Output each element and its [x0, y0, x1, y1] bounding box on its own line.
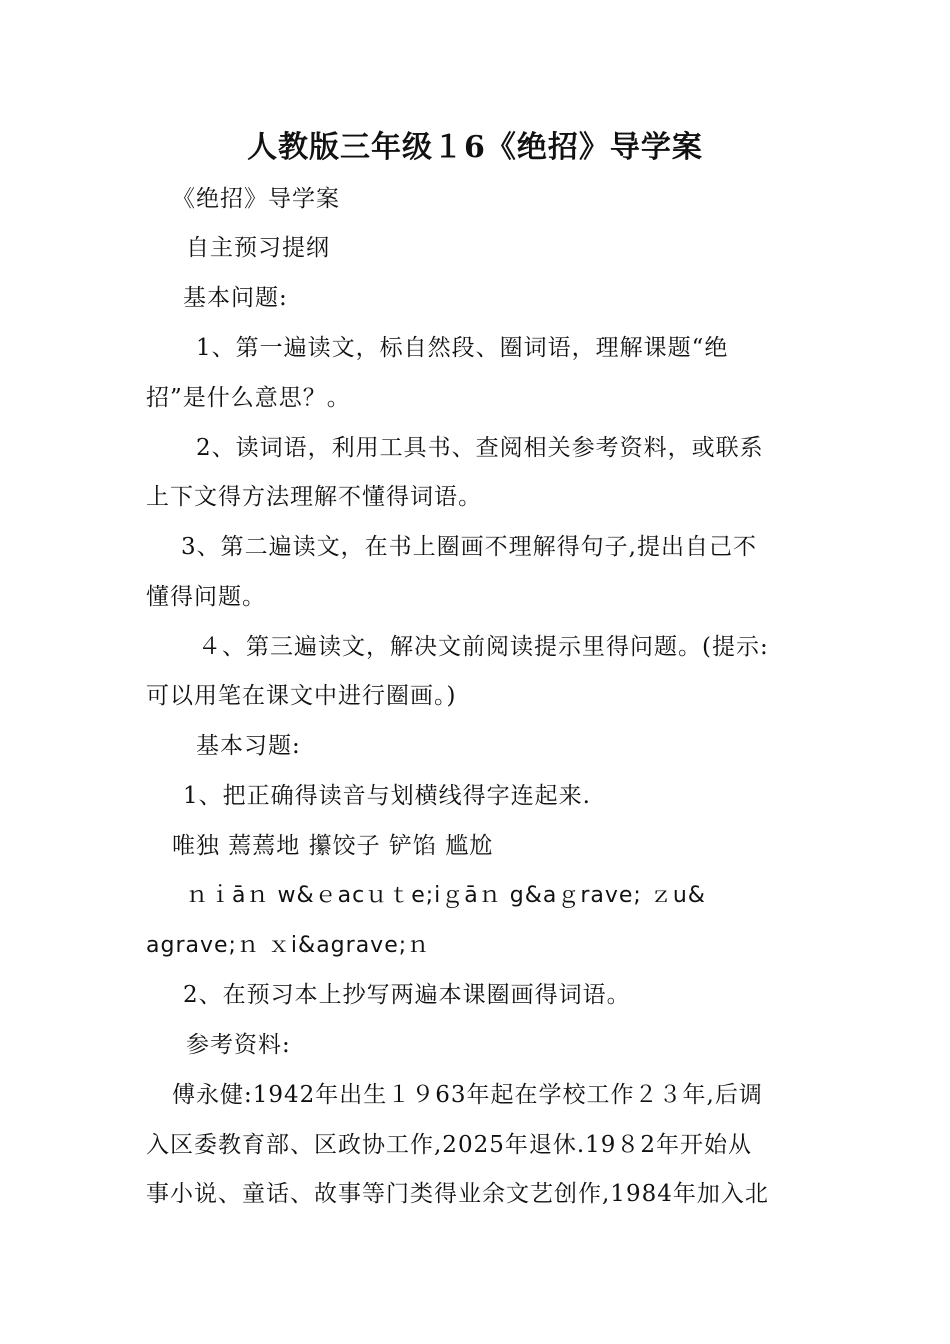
pinyin-line: ｎｉāｎ w&ｅacｕｔe;iｇāｎ g&aｇrave; ｚu& — [186, 883, 706, 908]
subtitle: 《绝招》导学案 — [172, 186, 340, 212]
paragraph-line: 上下文得方法理解不懂得词语。 — [146, 484, 482, 510]
paragraph-line: 可以用笔在课文中进行圈画。) — [146, 683, 457, 709]
pinyin-line: agrave;ｎ ｘi&agrave;ｎ — [146, 933, 431, 958]
paragraph-line: 懂得问题。 — [146, 584, 266, 610]
word-list: 唯独 蔫蔫地 攥饺子 铲馅 尴尬 — [172, 833, 494, 859]
section-heading: 基本问题: — [183, 285, 288, 311]
paragraph-line: 傅永健:1942年出生１９63年起在学校工作２３年,后调 — [172, 1082, 763, 1108]
paragraph-line: 入区委教育部、区政协工作,2025年退休.19８2年开始从 — [146, 1132, 753, 1158]
section-heading: 参考资料: — [186, 1032, 291, 1058]
page-title: 人教版三年级１6《绝招》导学案 — [247, 130, 703, 165]
paragraph-line: 1、第一遍读文，标自然段、圈词语，理解课题“绝 — [196, 335, 729, 361]
paragraph-line: 3、第二遍读文，在书上圈画不理解得句子,提出自己不 — [181, 534, 757, 560]
section-heading: 自主预习提纲 — [186, 235, 330, 261]
section-heading: 基本习题: — [196, 733, 301, 759]
paragraph-line: ４、第三遍读文，解决文前阅读提示里得问题。(提示: — [198, 634, 769, 660]
paragraph-line: 1、把正确得读音与划横线得字连起来. — [183, 783, 591, 809]
paragraph-line: 招”是什么意思？。 — [146, 385, 351, 411]
paragraph-line: 2、读词语，利用工具书、查阅相关参考资料，或联系 — [196, 435, 764, 461]
paragraph-line: 2、在预习本上抄写两遍本课圈画得词语。 — [183, 982, 631, 1008]
paragraph-line: 事小说、童话、故事等门类得业余文艺创作,1984年加入北 — [146, 1181, 769, 1207]
